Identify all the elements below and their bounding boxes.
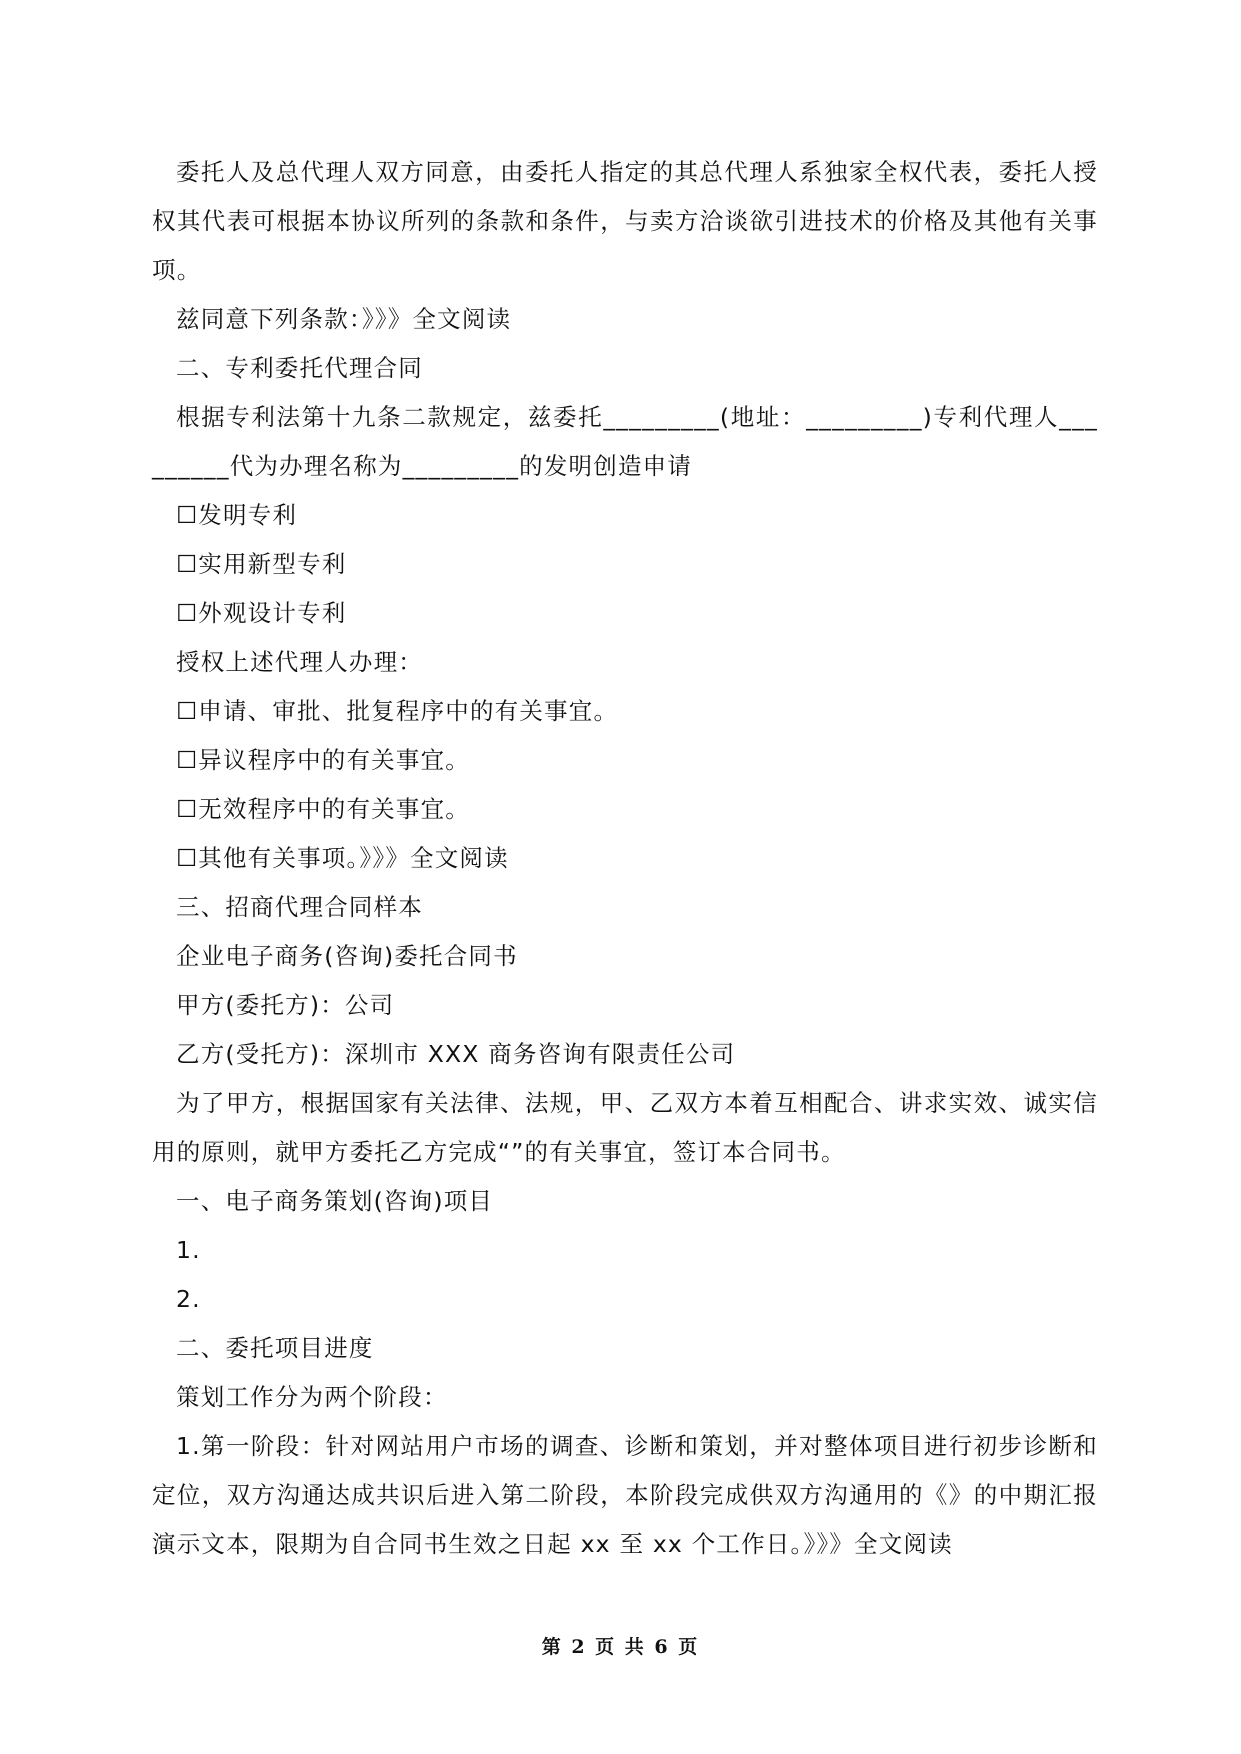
checkbox-item-invalidation: ☐无效程序中的有关事宜。: [176, 795, 470, 823]
document-body: [152, 148, 1098, 1569]
checkbox-item-application: ☐申请、审批、批复程序中的有关事宜。: [176, 697, 619, 725]
paragraph-authorize-agent: 授权上述代理人办理：: [176, 648, 423, 676]
page-number-footer: 第 2 页 共 6 页: [541, 1636, 700, 1658]
checkbox-item-other-matters: ☐其他有关事项。》》》全文阅读: [176, 844, 509, 872]
party-a: 甲方(委托方)：公司: [176, 991, 395, 1019]
contract-title: 企业电子商务(咨询)委托合同书: [176, 942, 518, 970]
checkbox-item-objection: ☐异议程序中的有关事宜。: [176, 746, 470, 774]
paragraph-contract-purpose: 为了甲方，根据国家有关法律、法规，甲、乙双方本着互相配合、讲求实效、诚实信用的原则，就甲方委托乙方完成“”的有关事宜，签订本合同书。: [152, 1089, 1098, 1166]
section-heading-patent-agency: 二、专利委托代理合同: [176, 354, 423, 382]
paragraph-patent-law: 根据专利法第十九条二款规定，兹委托_________(地址：_________)专利代理人_________代为办理名称为_________的发明创造申请: [152, 403, 1098, 480]
party-b: 乙方(受托方)：深圳市 XXX 商务咨询有限责任公司: [176, 1040, 736, 1068]
list-item-2: 2.: [176, 1285, 201, 1313]
checkbox-item-invention-patent: ☐发明专利: [176, 501, 298, 529]
paragraph-stage-one: 1.第一阶段：针对网站用户市场的调查、诊断和策划，并对整体项目进行初步诊断和定位，双方沟通达成共识后进入第二阶段，本阶段完成供双方沟通用的《》的中期汇报演示文本，限期为自合同书生效之日起 xx 至 xx 个工作日。》》》全文阅读: [152, 1432, 1098, 1558]
section-heading-ecommerce-project: 一、电子商务策划(咨询)项目: [176, 1187, 494, 1215]
paragraph-terms-read-more: 兹同意下列条款：》》》全文阅读: [176, 305, 512, 333]
checkbox-item-utility-model: ☐实用新型专利: [176, 550, 347, 578]
list-item-1: 1.: [176, 1236, 201, 1264]
paragraph-authorization-agreement: 委托人及总代理人双方同意，由委托人指定的其总代理人系独家全权代表，委托人授权其代表可根据本协议所列的条款和条件，与卖方洽谈欲引进技术的价格及其他有关事项。: [152, 158, 1098, 284]
section-heading-investment-agency: 三、招商代理合同样本: [176, 893, 423, 921]
section-heading-project-schedule: 二、委托项目进度: [176, 1334, 374, 1362]
paragraph-two-stages: 策划工作分为两个阶段：: [176, 1383, 448, 1411]
checkbox-item-design-patent: ☐外观设计专利: [176, 599, 347, 627]
